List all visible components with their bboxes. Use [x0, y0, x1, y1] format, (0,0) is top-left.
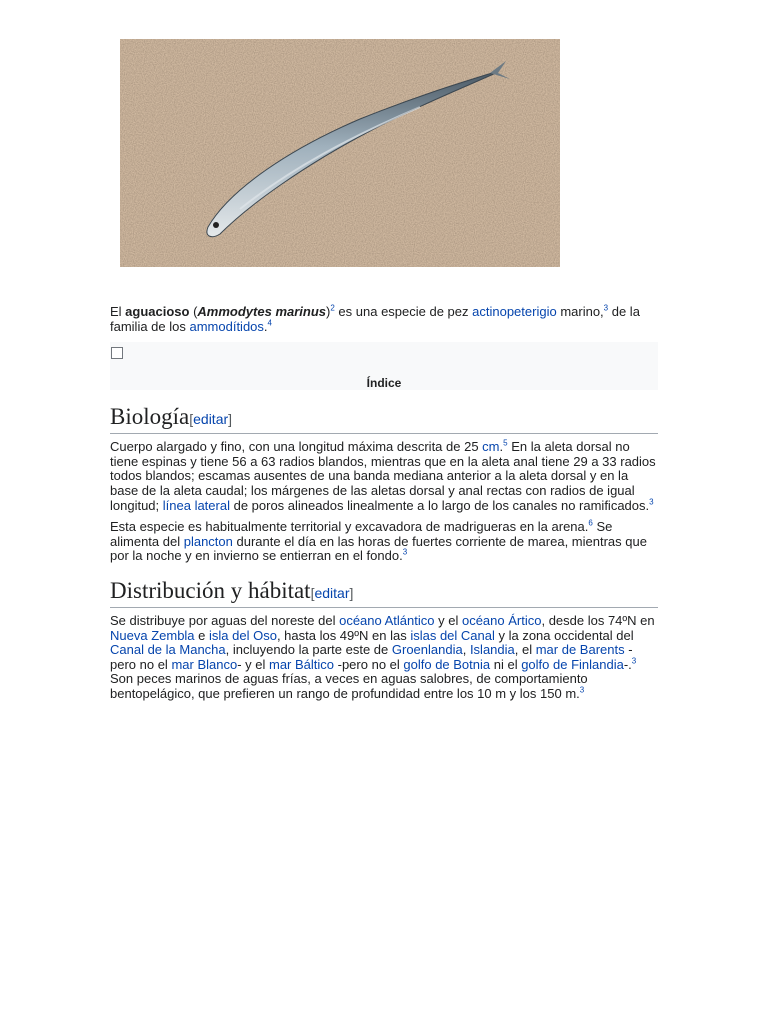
link-oceano-artico[interactable]: océano Ártico [461, 612, 542, 628]
link-islandia[interactable]: Islandia [469, 642, 515, 658]
text: de poros alineados linealmente a lo largo de los canales no ramificados. [229, 497, 650, 513]
link-mar-baltico[interactable]: mar Báltico [268, 656, 335, 672]
reference-link[interactable]: 4 [267, 318, 272, 328]
link-nueva-zembla[interactable]: Nueva Zembla [110, 627, 195, 643]
link-golfo-de-finlandia[interactable]: golfo de Finlandia [521, 656, 624, 672]
link-oceano-atlantico[interactable]: océano Atlántico [339, 612, 435, 628]
text: -. [623, 656, 632, 672]
text: marino, [556, 304, 604, 319]
reference-link[interactable]: 2 [330, 303, 335, 313]
bracket: ] [228, 411, 233, 428]
text: y la zona occidental del [494, 627, 634, 643]
text: de la familia de los [110, 304, 640, 334]
text: , [462, 642, 470, 658]
text: - y el [237, 656, 269, 672]
link-actinopeterigio[interactable]: actinopeterigio [472, 304, 557, 319]
text: Cuerpo alargado y fino, con una longitud máxima descrita de 25 [110, 439, 483, 455]
section-heading-distribucion [110, 578, 658, 608]
text: es una especie de pez [334, 304, 473, 319]
reference-link[interactable]: 6 [588, 518, 593, 528]
text: Esta especie es habitualmente territorial y excavadora de madrigueras en la arena. [110, 519, 589, 535]
reference-link[interactable]: 3 [649, 497, 654, 507]
link-linea-lateral[interactable]: línea lateral [162, 497, 230, 513]
text: . [499, 439, 504, 455]
fish-image [120, 39, 560, 267]
bracket: ] [349, 584, 354, 601]
text: Se distribuye por aguas del noreste del [110, 612, 340, 628]
link-canal-de-la-mancha[interactable]: Canal de la Mancha [110, 642, 226, 658]
edit-link[interactable]: editar [314, 584, 350, 601]
link-groenlandia[interactable]: Groenlandia [391, 642, 463, 658]
text: -pero no el [110, 642, 633, 672]
bracket: [ [310, 584, 315, 601]
fish-photo[interactable] [120, 39, 560, 267]
reference-link[interactable]: 3 [402, 548, 408, 558]
link-ammoditidos[interactable]: ammodítidos [189, 318, 264, 334]
link-golfo-de-botnia[interactable]: golfo de Botnia [403, 656, 491, 672]
text: , el [514, 642, 536, 658]
reference-link[interactable]: 3 [603, 303, 609, 313]
toc-toggle-checkbox[interactable] [111, 347, 123, 359]
reference-link[interactable]: 3 [631, 656, 637, 666]
text: durante el día en las horas de fuertes corriente de marea, mientras que por la noche y en invierno se entierran en el fondo. [110, 533, 647, 564]
link-cm[interactable]: cm [482, 439, 500, 455]
text: , incluyendo la parte este de [225, 642, 392, 658]
section-heading-biologia [110, 404, 658, 434]
edit-section [189, 411, 232, 427]
reference-link[interactable]: 5 [503, 438, 508, 448]
text: . [263, 318, 268, 334]
text: -pero no el [334, 656, 404, 672]
heading-text: Distribución y hábitat [110, 577, 311, 603]
link-isla-del-oso[interactable]: isla del Oso [209, 627, 277, 643]
link-mar-blanco[interactable]: mar Blanco [171, 656, 238, 672]
intro-paragraph [110, 305, 658, 334]
biologia-paragraph-1 [110, 440, 658, 513]
reference-link[interactable]: 3 [579, 685, 585, 695]
text: ni el [490, 656, 522, 672]
link-plancton[interactable]: plancton [183, 533, 233, 549]
common-name: aguacioso [125, 304, 190, 319]
link-islas-del-canal[interactable]: islas del Canal [410, 627, 495, 643]
text: Se alimenta del [110, 519, 613, 549]
text: , desde los 74ºN en [541, 612, 655, 628]
text: ) [326, 304, 331, 319]
link-mar-de-barents[interactable]: mar de Barents [535, 642, 625, 658]
edit-section [311, 585, 354, 601]
text: , hasta los 49ºN en las [276, 627, 411, 643]
text: e [194, 627, 210, 643]
text: Son peces marinos de aguas frías, a veces en aguas salobres, de comportamiento bentopelágico, que prefieren un rango de profundidad entre los 10 m y los 150 m. [110, 671, 588, 701]
distribucion-paragraph [110, 614, 658, 702]
edit-link[interactable]: editar [193, 411, 229, 428]
text: ( [189, 304, 198, 319]
article-content [110, 305, 658, 709]
biologia-paragraph-2 [110, 520, 658, 564]
bracket: [ [189, 411, 194, 428]
scientific-name: Ammodytes marinus [197, 304, 327, 319]
text: En la aleta dorsal no tiene espinas y tiene 56 a 63 radios blandos, mientras que en la aleta anal tiene 29 a 33 radios todos blandos; escamas ausentes de una banda mediana anterior a la aleta dorsal y en la base de la aleta caudal; los márgenes de las aletas dorsal y anal rectas con radios de igual longitud; [110, 439, 656, 513]
text: y el [434, 612, 462, 628]
heading-text: Biología [110, 404, 190, 430]
toc-title: Índice [366, 376, 402, 391]
text: El [110, 304, 126, 319]
table-of-contents [110, 342, 658, 390]
